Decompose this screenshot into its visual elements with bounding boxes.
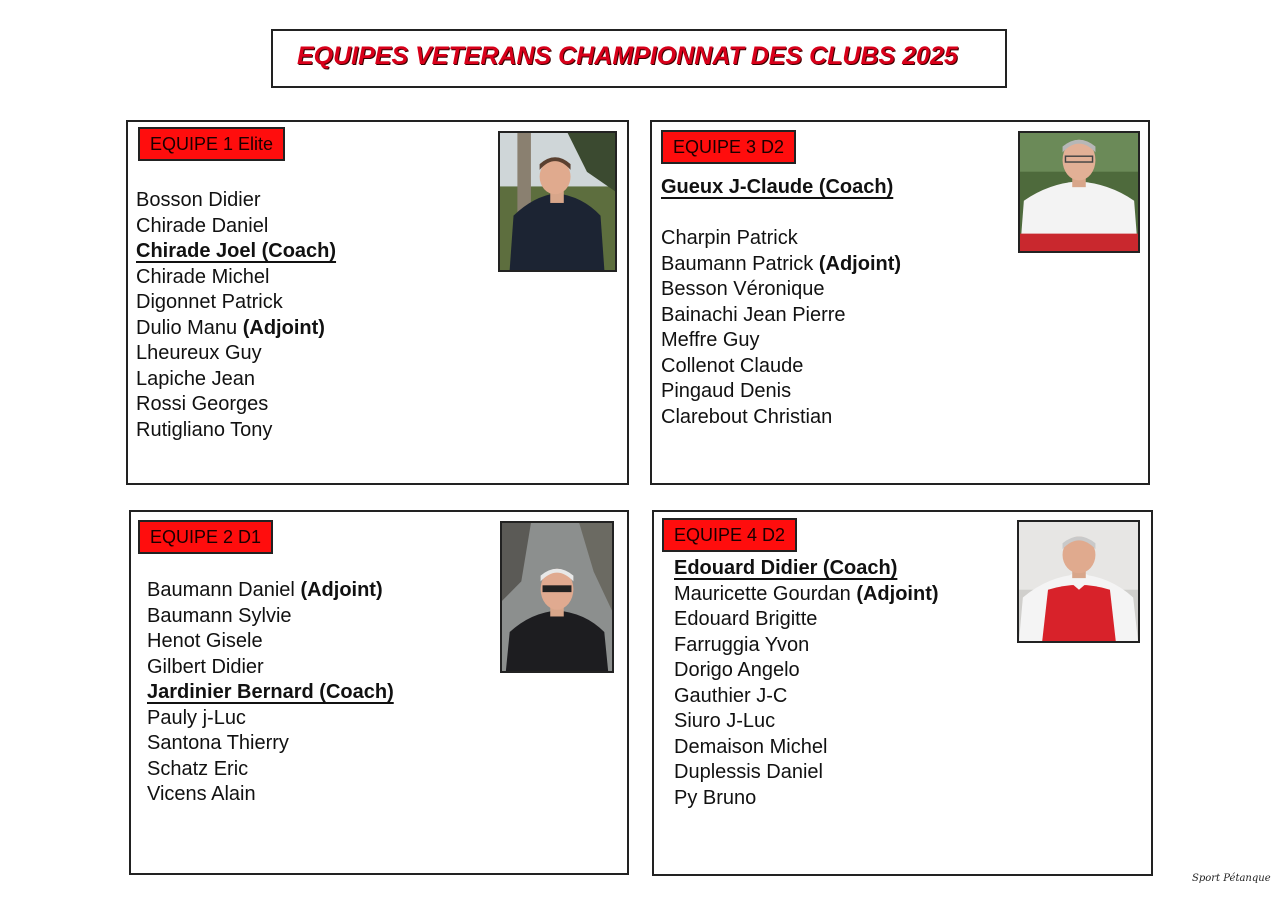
- member-item: Schatz Eric: [147, 757, 249, 780]
- member-item: Demaison Michel: [674, 735, 828, 758]
- team-card-2: [129, 510, 629, 875]
- member-item: Duplessis Daniel: [674, 761, 823, 783]
- team-card-1: [126, 120, 629, 485]
- member-item: Edouard Brigitte: [674, 608, 818, 630]
- member-item: Baumann Sylvie: [147, 604, 292, 627]
- member-item: Rossi Georges: [136, 393, 269, 415]
- member-item: Py Bruno: [674, 786, 757, 809]
- member-item: Besson Véronique: [661, 278, 825, 300]
- member-item-adjoint: Mauricette Gourdan (Adjoint): [674, 582, 939, 605]
- member-list: [136, 188, 336, 443]
- team-badge: EQUIPE 3 D2: [661, 130, 796, 164]
- spacer: [661, 201, 901, 227]
- member-item: Santona Thierry: [147, 732, 289, 754]
- member-item: Pauly j-Luc: [147, 706, 246, 729]
- member-item: Bainachi Jean Pierre: [661, 303, 846, 326]
- member-list: [147, 578, 394, 808]
- coach-photo: [498, 131, 617, 272]
- member-item: Farruggia Yvon: [674, 633, 810, 656]
- team-badge: EQUIPE 4 D2: [662, 518, 797, 552]
- member-item: Pingaud Denis: [661, 380, 792, 402]
- team-badge: EQUIPE 1 Elite: [138, 127, 285, 161]
- member-item-coach: Chirade Joel (Coach): [136, 240, 337, 262]
- member-item: Bosson Didier: [136, 189, 261, 211]
- member-item-adjoint: Dulio Manu (Adjoint): [136, 316, 325, 339]
- team-card-3: [650, 120, 1150, 485]
- member-item: Gauthier J-C: [674, 684, 788, 707]
- member-list: [661, 175, 901, 430]
- photographer-signature: Sport Pétanque: [1192, 873, 1271, 884]
- coach-photo: [500, 521, 614, 673]
- member-item: Vicens Alain: [147, 783, 256, 805]
- member-item-adjoint: Baumann Patrick (Adjoint): [661, 252, 902, 275]
- member-item: Chirade Daniel: [136, 214, 269, 237]
- member-item-coach: Edouard Didier (Coach): [674, 557, 898, 579]
- member-item: Lheureux Guy: [136, 342, 262, 364]
- member-item: Chirade Michel: [136, 265, 270, 288]
- team-card-4: [652, 510, 1153, 876]
- member-item: Siuro J-Luc: [674, 710, 776, 732]
- member-item-coach: Jardinier Bernard (Coach): [147, 681, 394, 703]
- member-item: Henot Gisele: [147, 630, 263, 652]
- member-item: Charpin Patrick: [661, 227, 798, 249]
- member-item: Collenot Claude: [661, 354, 804, 377]
- team-badge: EQUIPE 2 D1: [138, 520, 273, 554]
- member-item: Digonnet Patrick: [136, 291, 283, 313]
- member-item: Rutigliano Tony: [136, 418, 273, 441]
- member-item-coach: Gueux J-Claude (Coach): [661, 176, 894, 198]
- page-title: EQUIPES VETERANS CHAMPIONNAT DES CLUBS 2025: [297, 42, 958, 70]
- title-box: [271, 29, 1007, 88]
- member-item: Lapiche Jean: [136, 367, 255, 390]
- coach-photo: [1017, 520, 1140, 643]
- member-item-adjoint: Baumann Daniel (Adjoint): [147, 579, 383, 601]
- member-list: [674, 556, 939, 811]
- member-item: Dorigo Angelo: [674, 659, 800, 681]
- member-item: Meffre Guy: [661, 329, 760, 351]
- coach-photo: [1018, 131, 1140, 253]
- member-item: Gilbert Didier: [147, 655, 264, 678]
- member-item: Clarebout Christian: [661, 405, 833, 428]
